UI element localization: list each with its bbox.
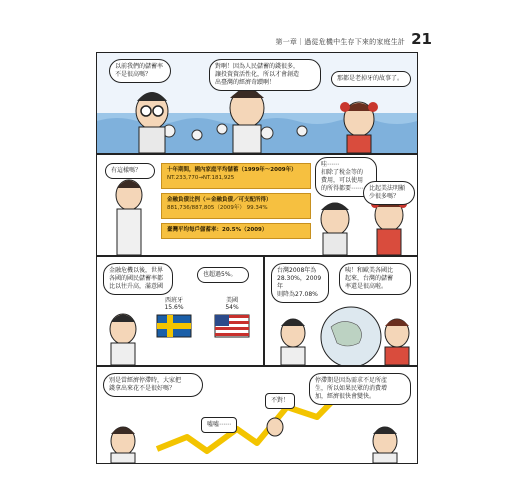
page-number: 21 <box>411 30 432 48</box>
panel-5-shout-1: 不對！ <box>265 393 295 409</box>
info-1-title: 十年期間，國內家庭平均儲蓄（1999年～2009年） <box>167 167 297 173</box>
info-2-value: 881,736/887,805（2009年） 99.34% <box>167 204 268 211</box>
info-box-debt-ratio <box>161 193 311 219</box>
sweden-value: 15.6% <box>164 304 184 311</box>
panel-5-shout-2: 噓噓⋯⋯ <box>201 417 237 433</box>
sweden-name: 西班牙 <box>164 297 183 304</box>
sweden-flag-icon <box>157 315 191 337</box>
chapter-label: 第一章｜過從危機中生存下來的家庭生計 <box>275 38 406 46</box>
panel-4-bubble-right: 咦！和歐美各國比 起來，台灣的儲蓄 率還是很高啦。 <box>339 263 411 295</box>
info-1-value: NT.233,770→NT.181,925 <box>167 174 235 181</box>
info-3-title: 臺灣平均每戶儲蓄率：20.5%（2009） <box>167 227 268 233</box>
panel-2 <box>96 154 418 256</box>
panel-3 <box>96 256 264 366</box>
usa-flag-icon <box>215 315 249 337</box>
usa-name: 美國 <box>225 297 238 304</box>
page-header <box>276 30 432 48</box>
panel-1 <box>96 52 418 154</box>
usa-label <box>215 295 249 311</box>
panel-1-bubble-right: 那都是老掉牙的故事了。 <box>331 71 411 87</box>
sweden-label <box>157 295 191 311</box>
info-2-title: 金融負債比例（＝金融負債／可支配所得） <box>167 197 272 203</box>
panel-5-bubble-left: 別是當經濟停滯時，大家把 錢拿出來花不是很好嗎？ <box>103 373 203 397</box>
panel-2-bubble-right-top: 哇⋯⋯ 扣除了稅金等的 費用，可以使用 的所得都要⋯⋯ <box>315 157 377 197</box>
panel-5 <box>96 366 418 464</box>
panel-4 <box>264 256 418 366</box>
panel-3-bubble-mid: 也超過5%。 <box>197 267 249 283</box>
panel-5-bubble-right: 停滯期是因為需求不足所產 生，所以如果民眾的消費增 加，經濟很快會變快。 <box>309 373 411 405</box>
comic-page <box>96 52 416 462</box>
panel-1-bubble-mid: 對啊！因為人民儲蓄的錢很多， 讓投資資活性化，所以才會創造 出臺灣的經濟奇蹟啊！ <box>209 59 321 91</box>
panel-3-bubble-left: 金融危機以後，世界 各國的國民儲蓄率都 比以往升高，滿意國 <box>103 263 173 295</box>
panel-4-bubble-left: 台灣2008年為 28.30%，2009年 則降為27.08% <box>271 263 329 303</box>
info-box-savings-rate <box>161 223 311 239</box>
info-box-household-savings <box>161 163 311 189</box>
panel-2-bubble-right-side: 比起美法明顯 少很多嗎？ <box>363 181 415 205</box>
panel-2-bubble-left: 有這樣嗎？ <box>105 163 155 179</box>
panel-1-bubble-left: 以前我們的儲蓄率 不是很高嗎？ <box>109 59 171 83</box>
usa-value: 54% <box>225 304 239 311</box>
